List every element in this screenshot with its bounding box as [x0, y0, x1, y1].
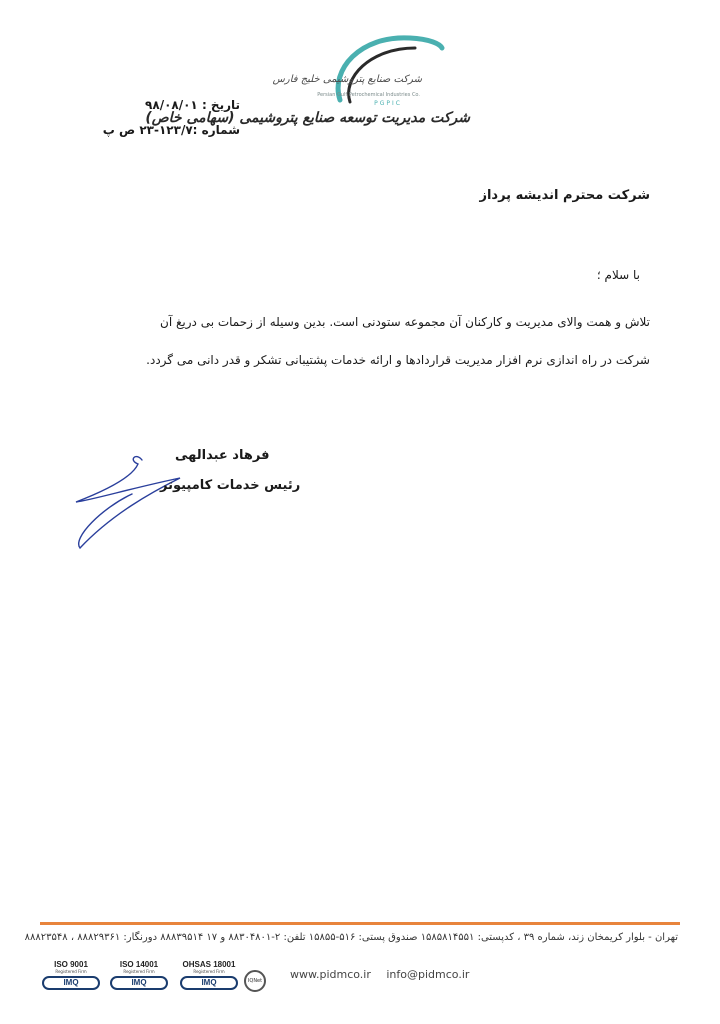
cert-iso-9001	[40, 960, 102, 990]
signer-title: رئیس خدمات کامپیوتر	[160, 478, 301, 493]
recipient: شرکت محترم اندیشه پرداز	[479, 188, 650, 203]
cert-name: ISO 14001	[119, 960, 159, 969]
greeting: با سلام ؛	[596, 268, 640, 282]
logo-company-name: شرکت مدیریت توسعه صنایع پتروشیمی (سهامی خاص)	[145, 110, 470, 126]
signer-name: فرهاد عبدالهی	[175, 448, 270, 463]
cert-ohsas-18001	[178, 960, 240, 990]
imq-badge-icon: IMQ	[180, 976, 238, 990]
footer-divider	[40, 922, 680, 925]
imq-badge-icon: IMQ	[42, 976, 100, 990]
signature-scribble	[62, 448, 192, 558]
logo-abbr: PGPIC	[374, 100, 402, 107]
cert-name: OHSAS 18001	[182, 960, 236, 969]
cert-iso-14001	[108, 960, 170, 990]
logo-subsidiary-en: Persian Gulf Petrochemical Industries Co.	[317, 92, 420, 98]
footer-email[interactable]: info@pidmco.ir	[386, 968, 470, 981]
cert-sub: Registered Firm	[123, 969, 155, 974]
letter-number: شماره :۱۲۳/۷-۲۳ ص پ	[102, 123, 240, 137]
cert-sub: Registered Firm	[55, 969, 87, 974]
iqnet-icon: IQNet	[244, 970, 266, 992]
footer-address: تهران - بلوار کریمخان زند، شماره ۳۹ ، کدپستی: ۱۵۸۵۸۱۴۵۵۱ صندوق پستی: ۵۱۶-۱۵۸۵۵ تلفن: ۲-۸۸۳۰۴۸۰۱ و ۱۷ ۸۸۸۳۹۵۱۴ دورنگار: ۸۸۸۲۹۳۶۱ ، ۸۸۸۲۳۵۴۸	[24, 932, 678, 943]
letter-date: تاریخ : ۹۸/۰۸/۰۱	[145, 98, 240, 112]
logo-subsidiary: شرکت صنایع پتروشیمی خلیج فارس	[272, 74, 422, 85]
body-line-2: شرکت در راه اندازی نرم افزار مدیریت قراردادها و ارائه خدمات پشتیبانی تشکر و قدر دانی می گردد.	[146, 353, 650, 367]
cert-name: ISO 9001	[54, 960, 88, 969]
cert-sub: Registered Firm	[193, 969, 225, 974]
footer-links	[290, 968, 481, 981]
body-line-1: تلاش و همت والای مدیریت و کارکنان آن مجموعه ستودنی است. بدین وسیله از زحمات بی دریغ آن	[160, 315, 650, 329]
footer-website[interactable]: www.pidmco.ir	[290, 968, 371, 981]
imq-badge-icon: IMQ	[110, 976, 168, 990]
logo-arc-icon	[320, 30, 450, 110]
